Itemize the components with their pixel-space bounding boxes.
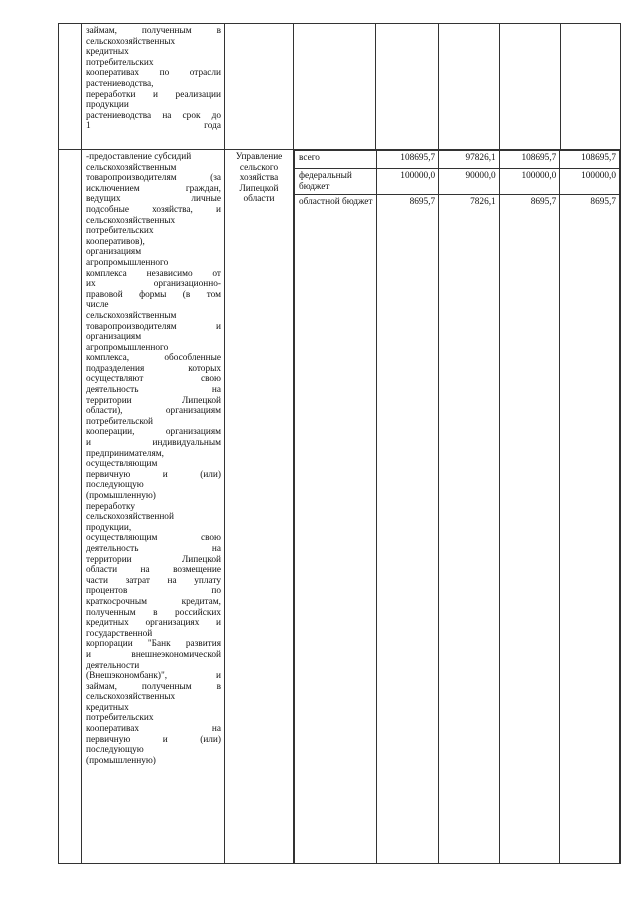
- description-line: потребительской: [86, 416, 154, 427]
- executor-cell: [225, 24, 294, 150]
- description-line: сельскохозяйственным: [86, 310, 177, 321]
- value-year-4: 100000,0: [560, 169, 620, 195]
- description-line: числе: [86, 300, 109, 311]
- description-line: переработки и реализации: [86, 89, 221, 100]
- description-line: кооперативах на: [86, 724, 221, 735]
- description-line: займам, полученным в: [86, 26, 221, 36]
- description-line: 1 года: [86, 121, 221, 132]
- measure-description-cell: [82, 24, 225, 150]
- description-line: агропромышленного: [86, 257, 169, 268]
- value-cell: [500, 24, 561, 150]
- value-year-3: 8695,7: [499, 195, 560, 863]
- description-line: последующую: [86, 480, 144, 491]
- value-cell: [376, 24, 439, 150]
- description-line: кооперативов),: [86, 236, 145, 247]
- description-line: агропромышленного: [86, 342, 169, 353]
- description-line: комплекса, обособленные: [86, 353, 221, 364]
- value-year-4: 108695,7: [560, 151, 620, 169]
- source-label: областной бюджет: [295, 195, 377, 863]
- description-line: первичную и (или): [86, 734, 221, 745]
- description-line: области), организациям: [86, 406, 221, 417]
- description-line: продукции,: [86, 522, 132, 533]
- description-line: переработку: [86, 501, 136, 512]
- description-line: деятельность на: [86, 385, 221, 396]
- value-cell: [439, 24, 500, 150]
- description-line: осуществляющим свою: [86, 533, 221, 544]
- row-number-cell: [59, 24, 82, 150]
- description-line: (Внешэкономбанк)", и: [86, 671, 221, 682]
- description-line: кредитных: [86, 702, 129, 713]
- row-number-cell: [59, 150, 82, 864]
- value-year-1: 108695,7: [376, 151, 439, 169]
- description-line: последующую: [86, 745, 144, 756]
- description-line: правовой формы (в том: [86, 289, 221, 300]
- description-line: предпринимателям,: [86, 448, 164, 459]
- description-line: -предоставление субсидий: [86, 152, 192, 162]
- funding-table: [294, 150, 620, 863]
- description-line: растениеводства на срок до: [86, 110, 221, 121]
- description-line: области на возмещение: [86, 565, 221, 576]
- funding-block: [294, 150, 621, 864]
- description-line: комплекса независимо от: [86, 268, 221, 279]
- value-year-2: 97826,1: [439, 151, 500, 169]
- description-line: сельскохозяйственным: [86, 162, 177, 173]
- value-year-1: 8695,7: [376, 195, 439, 863]
- value-year-1: 100000,0: [376, 169, 439, 195]
- description-line: территории Липецкой: [86, 554, 221, 565]
- description-line: осуществляющим: [86, 459, 158, 470]
- table-row: [59, 150, 621, 864]
- description-line: осуществляют свою: [86, 374, 221, 385]
- source-label: федеральный бюджет: [295, 169, 377, 195]
- description-line: потребительских: [86, 713, 154, 724]
- program-table: [58, 23, 621, 864]
- measure-description-cell: [82, 150, 225, 864]
- description-line: деятельности: [86, 660, 140, 671]
- description-line: сельскохозяйственных: [86, 215, 176, 226]
- description-line: потребительских: [86, 226, 154, 237]
- description-line: сельскохозяйственной: [86, 512, 174, 523]
- description-line: краткосрочным кредитам,: [86, 596, 221, 607]
- table-row: [59, 24, 621, 150]
- description-line: деятельность на: [86, 543, 221, 554]
- value-year-2: 90000,0: [439, 169, 500, 195]
- description-line: кооперации, организациям: [86, 427, 221, 438]
- description-line: товаропроизводителям (за: [86, 173, 221, 184]
- description-line: товаропроизводителям и: [86, 321, 221, 332]
- description-line: части затрат на уплату: [86, 575, 221, 586]
- executor-cell: Управление сельского хозяйства Липецкой области: [225, 150, 294, 864]
- description-line: кредитных организациях и: [86, 618, 221, 629]
- description-line: исключением граждан,: [86, 183, 221, 194]
- description-line: (промышленную): [86, 491, 156, 501]
- description-line: и индивидуальным: [86, 438, 221, 449]
- description-line: подсобные хозяйства, и: [86, 204, 221, 215]
- funding-row-regional: [295, 195, 620, 863]
- description-line: потребительских: [86, 57, 154, 68]
- description-line: растениеводства,: [86, 78, 154, 89]
- description-line: территории Липецкой: [86, 395, 221, 406]
- value-year-3: 100000,0: [499, 169, 560, 195]
- description-line: (промышленную): [86, 755, 156, 766]
- description-line: займам, полученным в: [86, 681, 221, 692]
- description-line: сельскохозяйственных: [86, 36, 176, 47]
- description-line: государственной: [86, 628, 153, 639]
- funding-row-total: [295, 151, 620, 169]
- description-line: сельскохозяйственных: [86, 692, 176, 703]
- description-line: ведущих личные: [86, 194, 221, 205]
- value-year-2: 7826,1: [439, 195, 500, 863]
- value-cell: [561, 24, 621, 150]
- description-line: полученным в российских: [86, 607, 221, 618]
- value-year-3: 108695,7: [499, 151, 560, 169]
- description-line: и внешнеэкономической: [86, 649, 221, 660]
- source-label: всего: [295, 151, 377, 169]
- description-line: кредитных: [86, 47, 129, 58]
- description-line: организациям: [86, 247, 142, 258]
- description-line: корпорации "Банк развития: [86, 639, 221, 650]
- description-line: подразделения которых: [86, 363, 221, 374]
- description-line: их организационно-: [86, 279, 221, 290]
- description-line: кооперативах по отрасли: [86, 68, 221, 79]
- funding-row-federal: [295, 169, 620, 195]
- description-line: организациям: [86, 332, 142, 343]
- description-line: процентов по: [86, 586, 221, 597]
- description-line: продукции: [86, 100, 129, 111]
- description-line: первичную и (или): [86, 469, 221, 480]
- source-cell: [294, 24, 376, 150]
- value-year-4: 8695,7: [560, 195, 620, 863]
